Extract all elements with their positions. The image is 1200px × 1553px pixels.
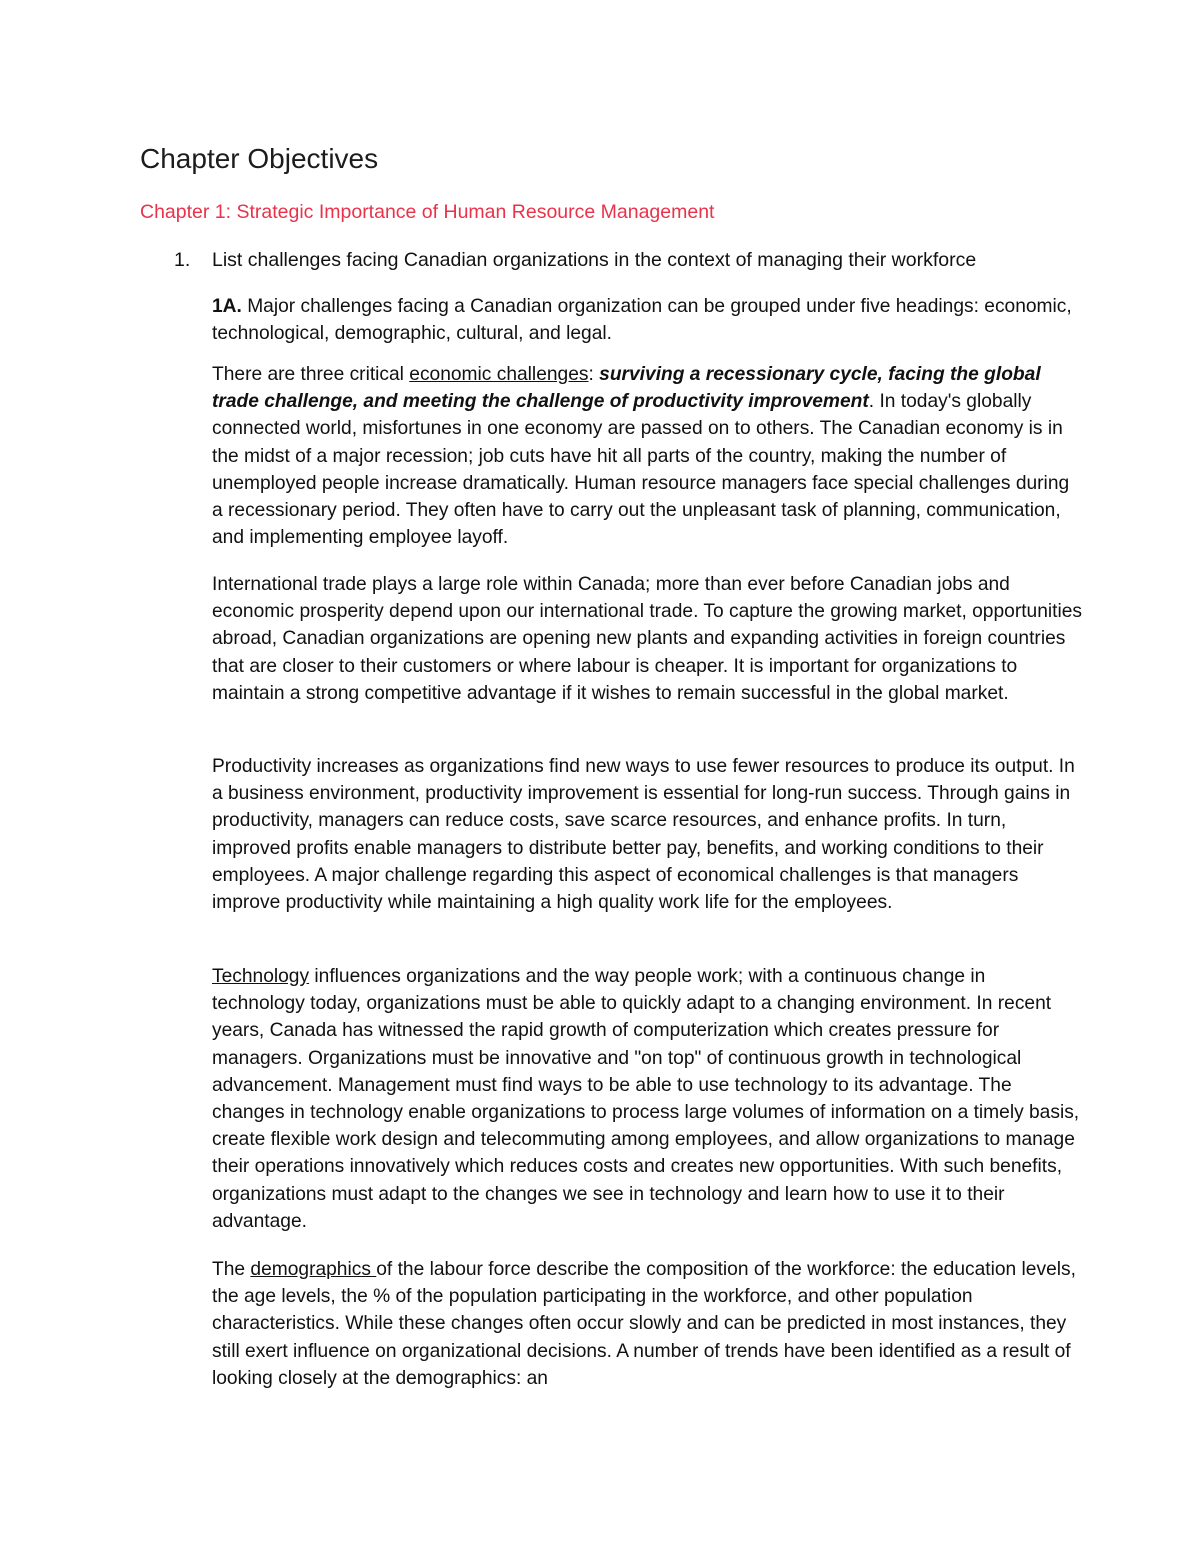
paragraph-economic-text: . In today's globally connected world, misfortunes in one economy are passed on to others. The Canadian economy is in the midst of a major recession; job cuts have hit all parts of the country, making the number of unemployed people increase dramatically. Human resource managers face special challenges during a recessionary period. They often have to carry out the unpleasant task of planning, communication, and implementing employee layoff. — [212, 391, 1070, 549]
paragraph-technology — [212, 963, 1082, 1235]
paragraph-1a-text: Major challenges facing a Canadian organization can be grouped under five headings: economic, technological, demographic, cultural, and legal. — [212, 296, 1072, 345]
paragraph-international-trade: International trade plays a large role within Canada; more than ever before Canadian jobs and economic prosperity depend upon our international trade. To capture the growing market, opportunities abroad, Canadian organizations are opening new plants and expanding activities in foreign countries that are closer to their customers or where labour is cheaper. It is important for organizations to maintain a strong competitive advantage if it wishes to remain successful in the global market. — [212, 574, 1083, 704]
paragraph-demographics — [212, 1256, 1082, 1392]
colon: : — [588, 364, 600, 385]
demographics-term: demographics — [250, 1259, 377, 1280]
list-number: 1. — [174, 249, 191, 271]
paragraph-productivity: Productivity increases as organizations find new ways to use fewer resources to produce its output. In a business environment, productivity improvement is essential for long-run success. Through gains in productivity, managers can reduce costs, save scarce resources, and enhance profits. In turn, improved profits enable managers to distribute better pay, benefits, and working conditions to their employees. A major challenge regarding this aspect of economical challenges is that managers improve productivity while maintaining a high quality work life for the employees. — [212, 756, 1075, 914]
paragraph-demographics-intro: The — [212, 1259, 251, 1280]
answer-label: 1A. — [212, 296, 242, 317]
economic-challenges-list: surviving a recessionary cycle, facing the global trade challenge, and meeting the challenge of productivity improvement — [212, 364, 1041, 413]
economic-challenges-term: economic challenges — [409, 364, 589, 385]
paragraph-economic-intro: There are three critical — [212, 364, 410, 385]
paragraph-technology-text: influences organizations and the way people work; with a continuous change in technology today, organizations must be able to quickly adapt to a changing environment. In recent years, Canada has witnessed the rapid growth of computerization which creates pressure for managers. Organizations must be innovative and "on top" of continuous growth in technological advancement. Management must find ways to be able to use technology to its advantage. The changes in technology enable organizations to process large volumes of information on a timely basis, create flexible work design and telecommuting among employees, and allow organizations to manage their operations innovatively which reduces costs and creates new opportunities. With such benefits, organizations must adapt to the changes we see in technology and learn how to use it to their advantage. — [212, 966, 1080, 1232]
objective-list-item — [174, 247, 976, 274]
paragraph-1a — [212, 293, 1082, 347]
paragraph-economic — [212, 361, 1082, 551]
paragraph-demographics-text: of the labour force describe the composition of the workforce: the education levels, the age levels, the % of the population participating in the workforce, and other population characteristics. While these changes often occur slowly and can be predicted in most instances, they still exert influence on organizational decisions. A number of trends have been identified as a result of looking closely at the demographics: an — [212, 1259, 1076, 1389]
list-item-text: List challenges facing Canadian organizations in the context of managing their workforce — [212, 249, 977, 271]
technology-term: Technology — [212, 966, 310, 987]
document-title: Chapter Objectives — [140, 143, 379, 174]
chapter-heading: Chapter 1: Strategic Importance of Human Resource Management — [140, 201, 715, 223]
